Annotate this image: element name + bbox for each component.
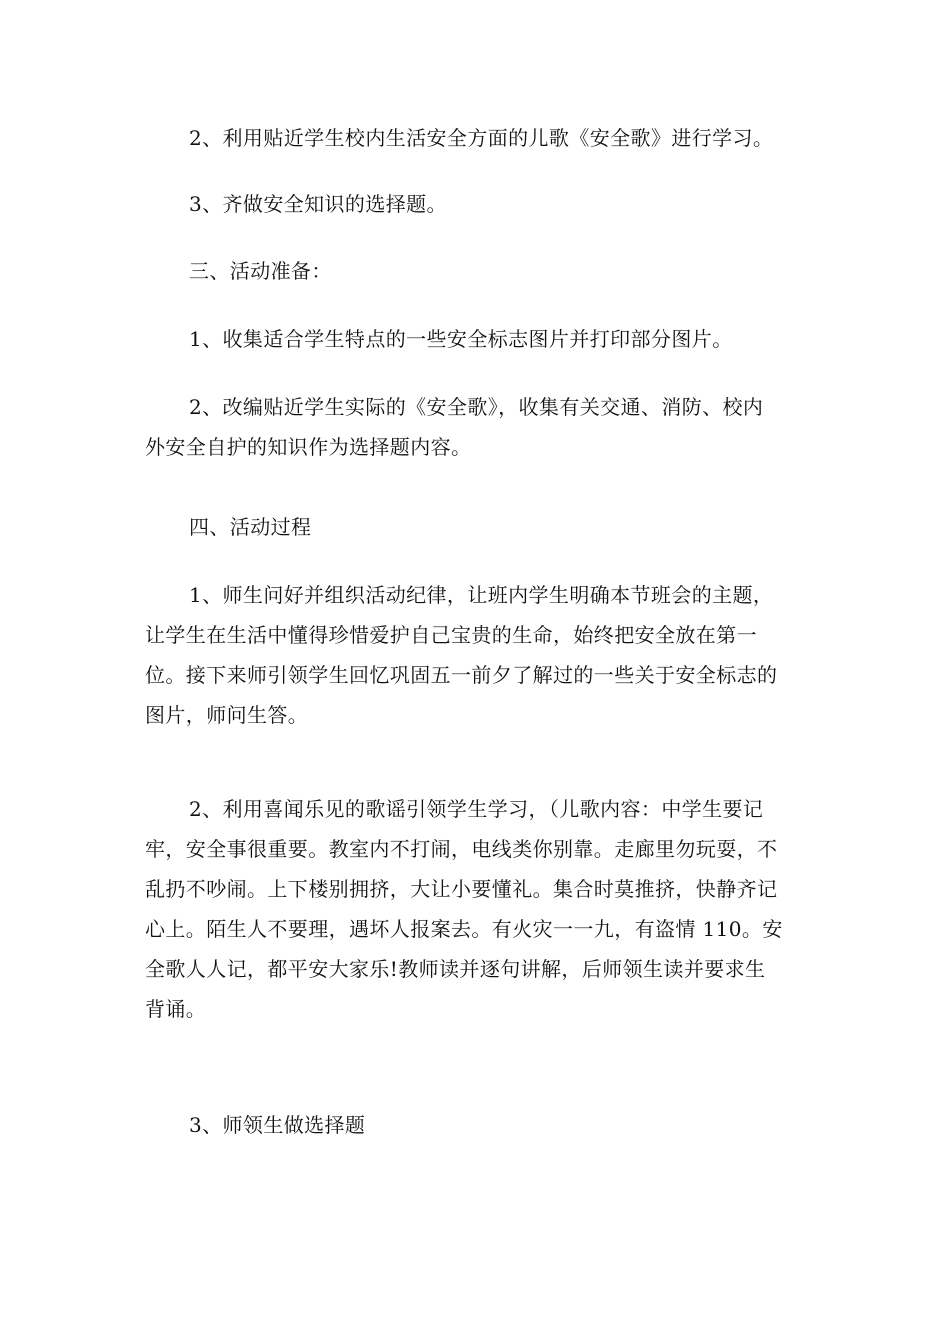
text-line: 图片，师问生答。: [145, 703, 309, 727]
text-line: 三、活动准备：: [189, 259, 332, 283]
paragraph-5: [145, 576, 810, 734]
text-line: 背诵。: [145, 997, 207, 1021]
text-line: 2、利用贴近学生校内生活安全方面的儿歌《安全歌》进行学习。: [189, 126, 774, 150]
text-line: 外安全自护的知识作为选择题内容。: [145, 435, 472, 459]
text-line: 位。接下来师引领学生回忆巩固五一前夕了解过的一些关于安全标志的: [145, 663, 778, 687]
text-line: 心上。陌生人不要理，遇坏人报案去。有火灾一一九，有盗情 110。安: [145, 917, 783, 941]
section-heading-preparation: [145, 252, 810, 290]
paragraph-3: [145, 320, 810, 358]
text-line: 四、活动过程: [189, 515, 312, 539]
text-line: 3、师领生做选择题: [189, 1113, 366, 1137]
text-line: 牢，安全事很重要。教室内不打闹，电线类你别靠。走廊里勿玩耍，不: [145, 837, 778, 861]
text-line: 全歌人人记，都平安大家乐!教师读并逐句讲解，后师领生读并要求生: [145, 957, 766, 981]
paragraph-4: [145, 388, 810, 466]
text-line: 2、改编贴近学生实际的《安全歌》，收集有关交通、消防、校内: [189, 395, 764, 419]
text-line: 2、利用喜闻乐见的歌谣引领学生学习，（儿歌内容：中学生要记: [189, 797, 764, 821]
paragraph-7: [145, 1106, 810, 1144]
paragraph-1: [145, 119, 810, 157]
text-line: 乱扔不吵闹。上下楼别拥挤，大让小要懂礼。集合时莫推挤，快静齐记: [145, 877, 778, 901]
paragraph-2: [145, 185, 810, 223]
paragraph-6: [145, 790, 810, 1028]
text-line: 让学生在生活中懂得珍惜爱护自己宝贵的生命，始终把安全放在第一: [145, 623, 757, 647]
section-heading-process: [145, 508, 810, 546]
text-line: 1、收集适合学生特点的一些安全标志图片并打印部分图片。: [189, 327, 733, 351]
text-line: 1、师生问好并组织活动纪律，让班内学生明确本节班会的主题，: [189, 583, 774, 607]
text-line: 3、齐做安全知识的选择题。: [189, 192, 447, 216]
